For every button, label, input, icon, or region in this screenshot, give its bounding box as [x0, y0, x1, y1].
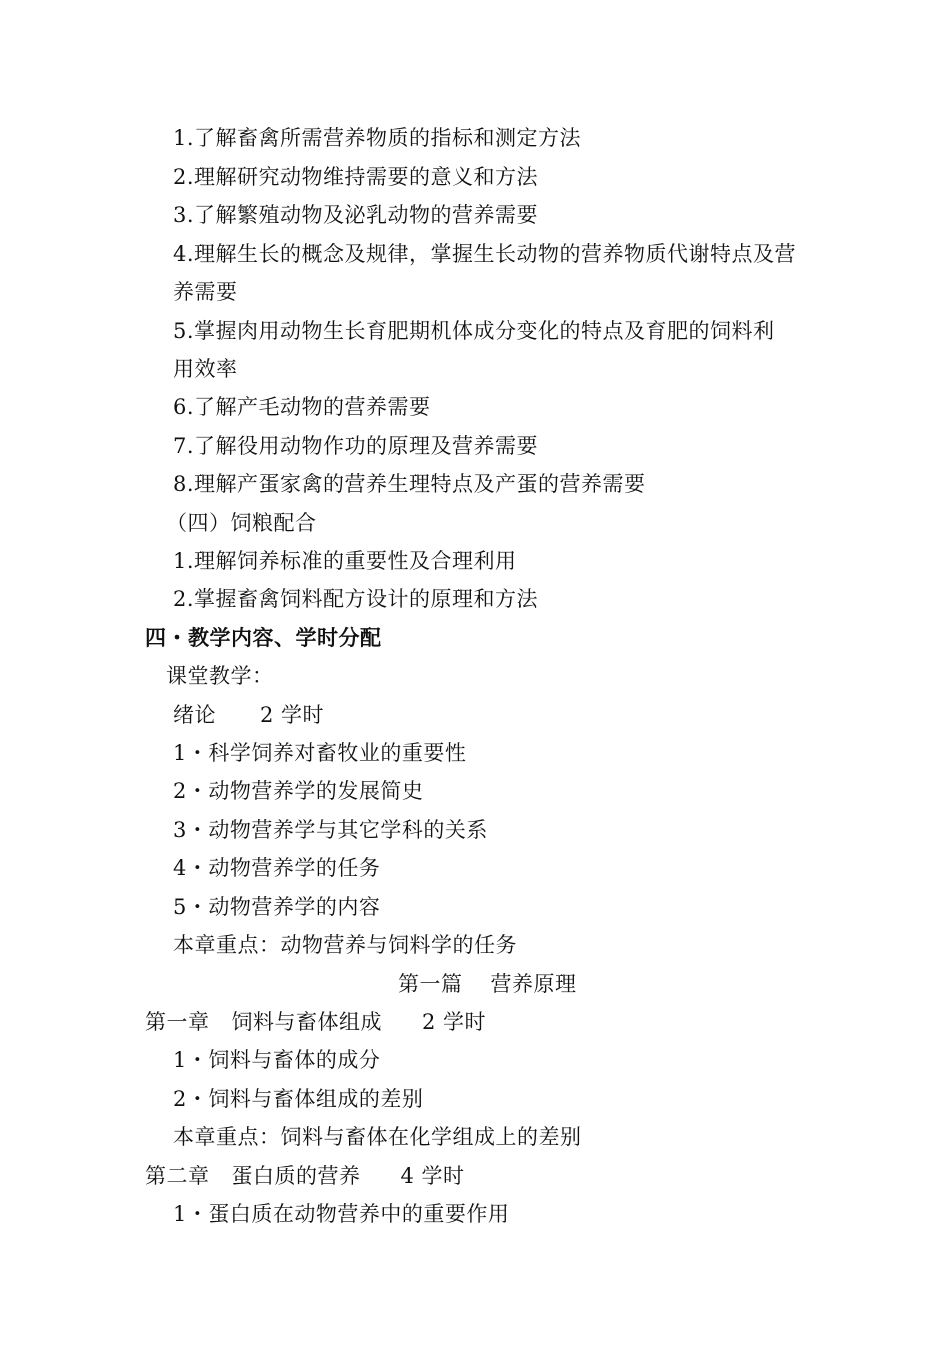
chapter-hours: 2 学时 — [422, 1010, 487, 1034]
section-item: 1.理解饲养标准的重要性及合理利用 — [173, 549, 517, 573]
objective-item: 3.了解繁殖动物及泌乳动物的营养需要 — [173, 203, 539, 227]
chapter-item: 1・饲料与畜体的成分 — [173, 1048, 381, 1072]
intro-hours: 2 学时 — [260, 703, 325, 727]
chapter-heading — [145, 1008, 486, 1036]
chapter-title: 蛋白质的营养 — [231, 1164, 361, 1188]
chapter-item: 2・饲料与畜体组成的差别 — [173, 1087, 424, 1111]
objective-item: 1.了解畜禽所需营养物质的指标和测定方法 — [173, 126, 582, 150]
chapter-key-point: 本章重点：动物营养与饲料学的任务 — [173, 933, 517, 957]
classroom-label: 课堂教学： — [166, 664, 274, 688]
objective-item-continued: 用效率 — [173, 357, 238, 381]
part-name: 营养原理 — [490, 972, 577, 996]
section-item: 2.掌握畜禽饲料配方设计的原理和方法 — [173, 587, 539, 611]
intro-item: 3・动物营养学与其它学科的关系 — [173, 818, 488, 842]
chapter-number: 第一章 — [145, 1010, 210, 1034]
objective-item: 5.掌握肉用动物生长育肥期机体成分变化的特点及育肥的饲料利 — [173, 319, 775, 343]
part-title — [398, 970, 577, 998]
objective-item: 6.了解产毛动物的营养需要 — [173, 395, 431, 419]
intro-title: 绪论 — [173, 703, 216, 727]
intro-item: 1・科学饲养对畜牧业的重要性 — [173, 741, 467, 765]
chapter-title: 饲料与畜体组成 — [231, 1010, 382, 1034]
objective-item: 7.了解役用动物作功的原理及营养需要 — [173, 434, 539, 458]
intro-item: 5・动物营养学的内容 — [173, 895, 381, 919]
section-heading: （四）饲粮配合 — [166, 511, 317, 535]
chapter-hours: 4 学时 — [400, 1164, 465, 1188]
objective-item: 8.理解产蛋家禽的营养生理特点及产蛋的营养需要 — [173, 472, 646, 496]
chapter-heading — [145, 1162, 465, 1190]
intro-item: 2・动物营养学的发展简史 — [173, 779, 424, 803]
intro-item: 4・动物营养学的任务 — [173, 856, 381, 880]
objective-item-continued: 养需要 — [173, 280, 238, 304]
part-heading: 四・教学内容、学时分配 — [145, 626, 382, 650]
chapter-item: 1・蛋白质在动物营养中的重要作用 — [173, 1202, 510, 1226]
intro-heading — [173, 701, 324, 729]
part-number: 第一篇 — [398, 972, 463, 996]
objective-item: 4.理解生长的概念及规律，掌握生长动物的营养物质代谢特点及营 — [173, 242, 797, 266]
chapter-key-point: 本章重点：饲料与畜体在化学组成上的差别 — [173, 1125, 582, 1149]
chapter-number: 第二章 — [145, 1164, 210, 1188]
objective-item: 2.理解研究动物维持需要的意义和方法 — [173, 165, 539, 189]
